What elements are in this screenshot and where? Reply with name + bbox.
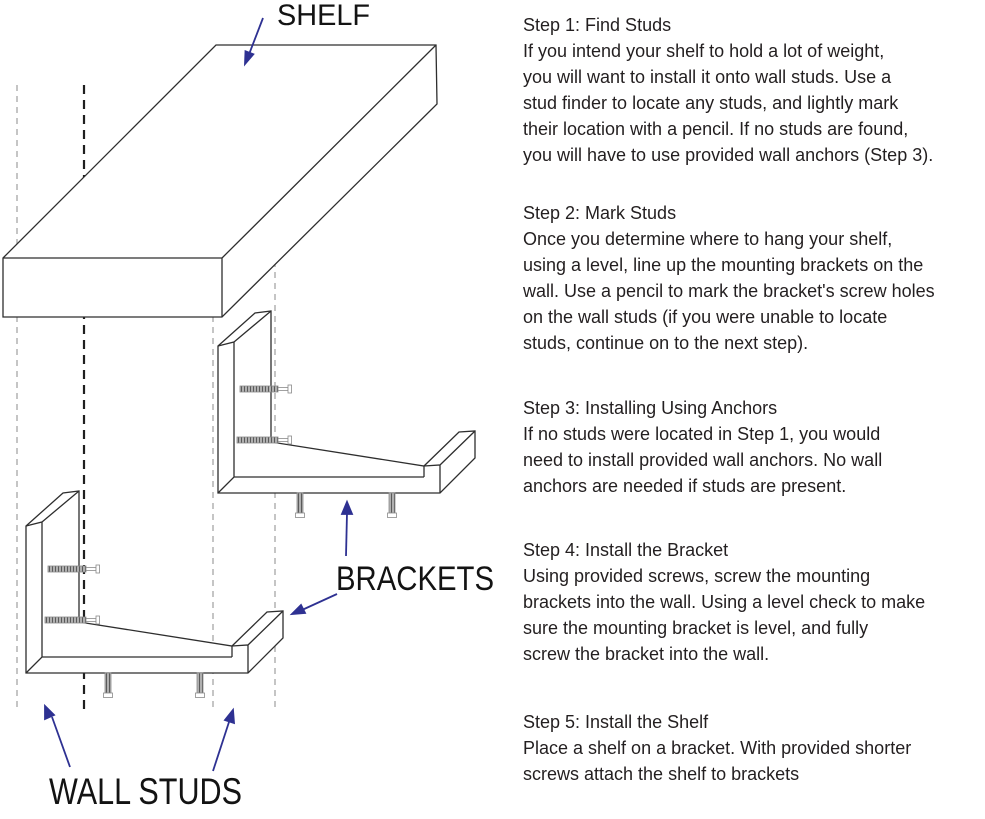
step-line: wall. Use a pencil to mark the bracket's screw holes [523,281,935,301]
brackets-arrow-up [342,502,352,556]
wall-studs-arrow-right [213,710,234,771]
brackets-arrow-left [292,594,337,614]
instructions-panel [523,12,981,819]
step-line: you will have to use provided wall anchors (Step 3). [523,145,934,165]
shelf-drawing [3,45,437,317]
wall-studs-label: WALL STUDS [49,771,242,806]
step-block [523,709,981,787]
step-line: their location with a pencil. If no studs are found, [523,119,909,139]
step-line: screws attach the shelf to brackets [523,764,800,784]
bracket-lower-drawing [26,491,283,698]
step-line: If you intend your shelf to hold a lot of weight, [523,41,885,61]
bracket-upper-drawing [218,311,475,518]
step-title: Step 1: Find Studs [523,15,672,35]
step-block [523,200,981,356]
step-line: studs, continue on to the next step). [523,333,809,353]
step-title: Step 2: Mark Studs [523,203,677,223]
step-line: sure the mounting bracket is level, and fully [523,618,869,638]
step-line: you will want to install it onto wall studs. Use a [523,67,892,87]
step-block [523,537,981,667]
step-block [523,395,981,499]
shelf-screw-vertical [196,673,205,698]
step-line: using a level, line up the mounting brackets on the [523,255,924,275]
step-line: need to install provided wall anchors. No wall [523,450,883,470]
step-title: Step 4: Install the Bracket [523,540,729,560]
step-line: brackets into the wall. Using a level check to make [523,592,926,612]
step-line: anchors are needed if studs are present. [523,476,847,496]
brackets-label: BRACKETS [336,560,494,598]
step-line: Once you determine where to hang your shelf, [523,229,893,249]
mounting-screw-horizontal [45,616,100,624]
step-line: Using provided screws, screw the mounting [523,566,871,586]
step-title: Step 5: Install the Shelf [523,712,709,732]
step-line: If no studs were located in Step 1, you would [523,424,881,444]
shelf-silhouette [3,45,437,317]
shelf-label: SHELF [277,0,370,32]
step-line: on the wall studs (if you were unable to locate [523,307,888,327]
step-line: screw the bracket into the wall. [523,644,770,664]
step-line: stud finder to locate any studs, and lightly mark [523,93,899,113]
step-block [523,12,981,168]
wall-studs-arrow-left [45,706,70,767]
mounting-screw-horizontal [48,565,100,573]
wall-studs-arrowhead-icon [225,710,234,723]
brackets-arrowhead-icon [292,605,305,614]
step-title: Step 3: Installing Using Anchors [523,398,778,418]
step-line: Place a shelf on a bracket. With provided shorter [523,738,912,758]
shelf-screw-vertical [104,673,113,698]
brackets-arrowhead-icon [342,502,352,514]
